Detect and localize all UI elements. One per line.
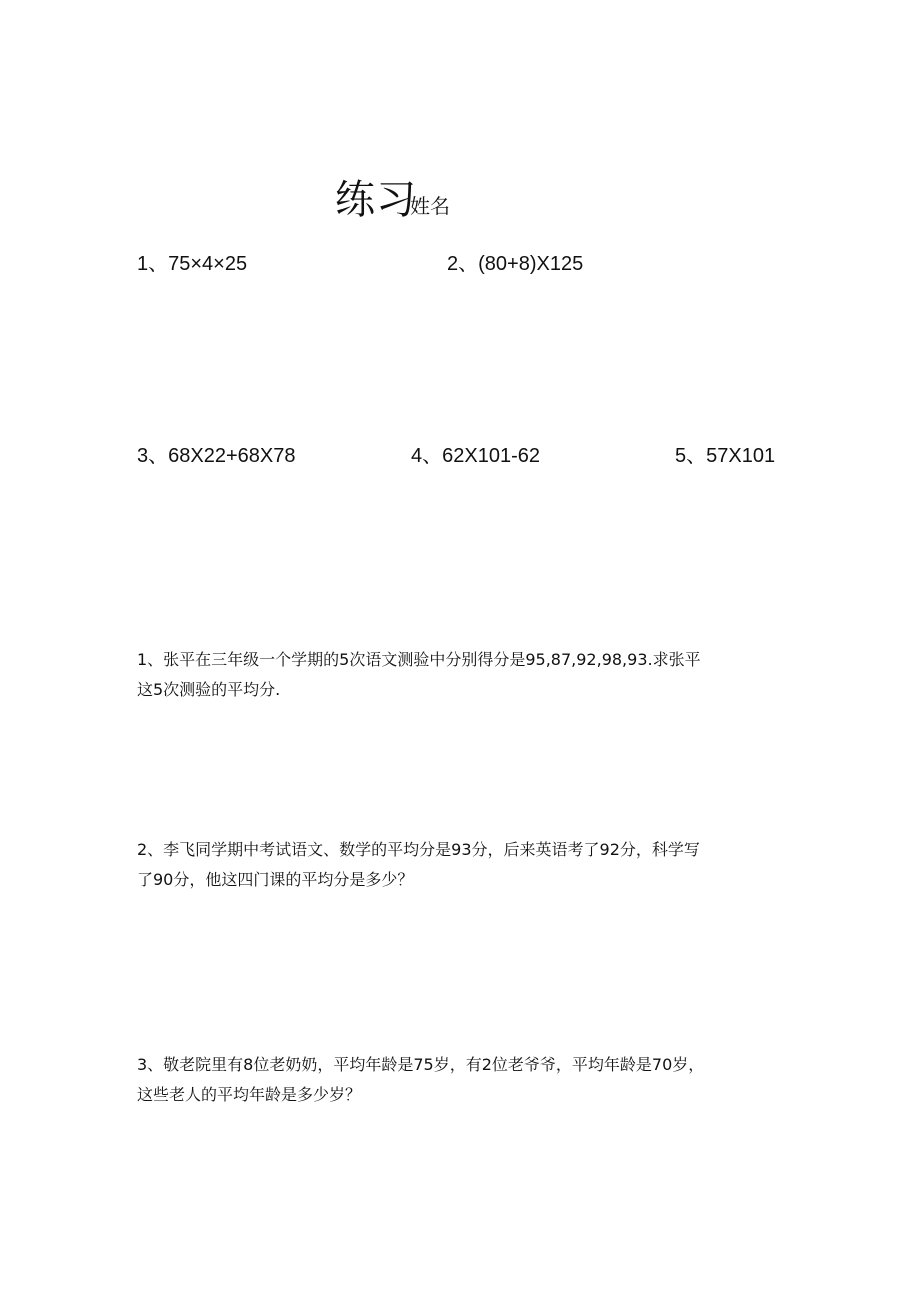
word-problem-line: 这5次测验的平均分. xyxy=(137,680,281,699)
word-problem-line: 了90分，他这四门课的平均分是多少？ xyxy=(137,870,414,889)
word-problem xyxy=(137,645,787,705)
word-problem-line: 这些老人的平均年龄是多少岁？ xyxy=(137,1085,362,1104)
calculation-item xyxy=(675,444,775,468)
word-problem-line: 3、敬老院里有8位老奶奶，平均年龄是75岁，有2位老爷爷，平均年龄是70岁， xyxy=(137,1055,705,1074)
calculation-expression: 57X101 xyxy=(706,445,776,467)
calculation-expression: 62X101-62 xyxy=(442,445,540,467)
calculation-item xyxy=(447,252,583,276)
calculation-number: 3、 xyxy=(137,445,169,467)
calculation-number: 5、 xyxy=(675,445,707,467)
calculation-expression: (80+8)X125 xyxy=(478,253,584,275)
word-problem-line: 2、李飞同学期中考试语文、数学的平均分是93分，后来英语考了92分，科学写 xyxy=(137,840,700,859)
calculation-item xyxy=(137,444,295,468)
word-problem-line: 1、张平在三年级一个学期的5次语文测验中分别得分是95,87,92,98,93.求张平 xyxy=(137,650,701,669)
word-problem xyxy=(137,835,787,895)
calculation-number: 4、 xyxy=(411,445,443,467)
name-field-label: 姓名 xyxy=(410,194,450,218)
calculation-number: 2、 xyxy=(447,253,479,275)
calculation-number: 1、 xyxy=(137,253,169,275)
calculation-expression: 68X22+68X78 xyxy=(168,445,296,467)
calculation-item xyxy=(137,252,247,276)
calculation-item xyxy=(411,444,540,468)
word-problem xyxy=(137,1050,787,1110)
calculation-expression: 75×4×25 xyxy=(168,253,248,275)
worksheet-title: 练习 xyxy=(335,177,417,223)
